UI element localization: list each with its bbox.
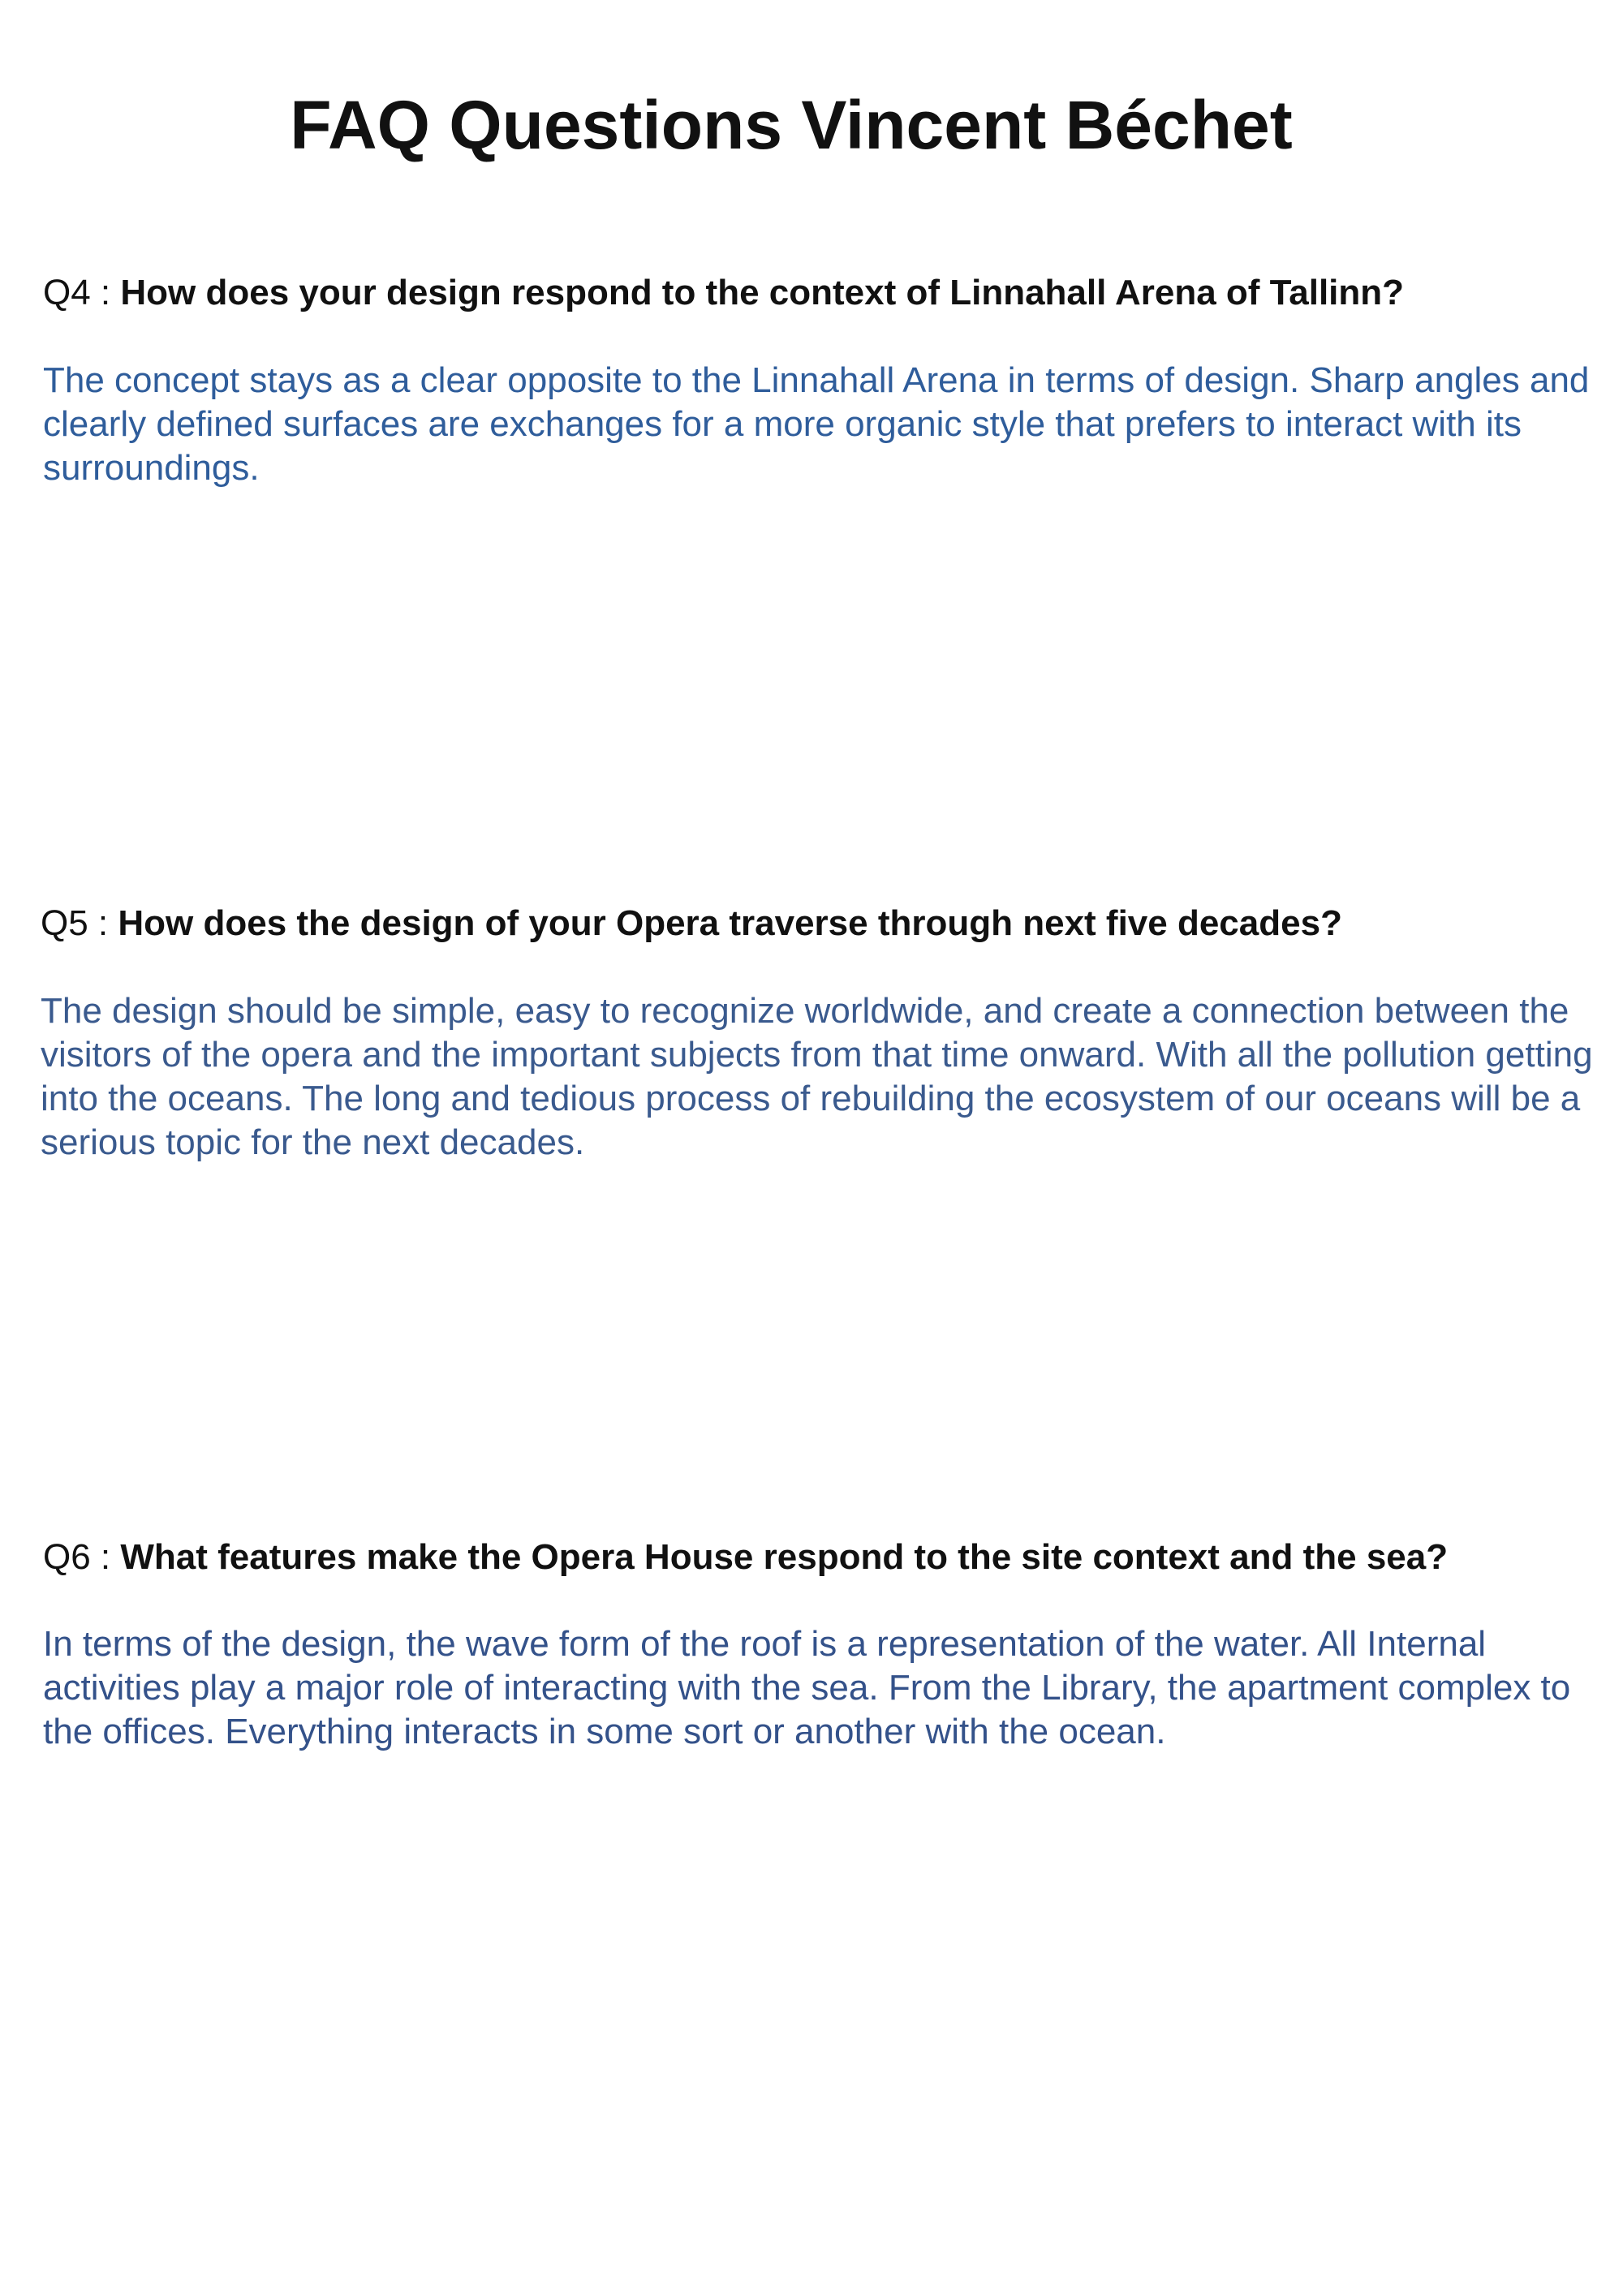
faq-answer-q5: The design should be simple, easy to recognize worldwide, and create a connection between the visitors of the opera and the important subjects from that time onward. With all the pollution getting into the oceans. The long and tedious process of rebuilding the ecosystem of our oceans will be a serious topic for the next decades.	[41, 991, 1593, 1162]
question-text: How does the design of your Opera traverse through next five decades?	[118, 903, 1342, 943]
faq-answer-q6: In terms of the design, the wave form of the roof is a representation of the water. All Internal activities play a major role of interacting with the sea. From the Library, the apartment complex to the offices. Everything interacts in some sort or another with the ocean.	[43, 1624, 1571, 1751]
faq-question-q5	[41, 902, 1342, 946]
question-text: What features make the Opera House respond to the site context and the sea?	[120, 1537, 1449, 1577]
faq-answer-q4: The concept stays as a clear opposite to the Linnahall Arena in terms of design. Sharp angles and clearly defined surfaces are exchanges for a more organic style that prefers to interact with its surroundings.	[43, 360, 1590, 488]
question-number: Q5 :	[41, 903, 118, 943]
question-number: Q6 :	[43, 1537, 111, 1577]
faq-question-q4	[43, 271, 1404, 315]
faq-question-q6	[43, 1536, 1448, 1579]
page-title: FAQ Questions Vincent Béchet	[290, 87, 1293, 163]
question-text: How does your design respond to the context of Linnahall Arena of Tallinn?	[120, 273, 1405, 312]
question-number: Q4 :	[43, 273, 111, 312]
